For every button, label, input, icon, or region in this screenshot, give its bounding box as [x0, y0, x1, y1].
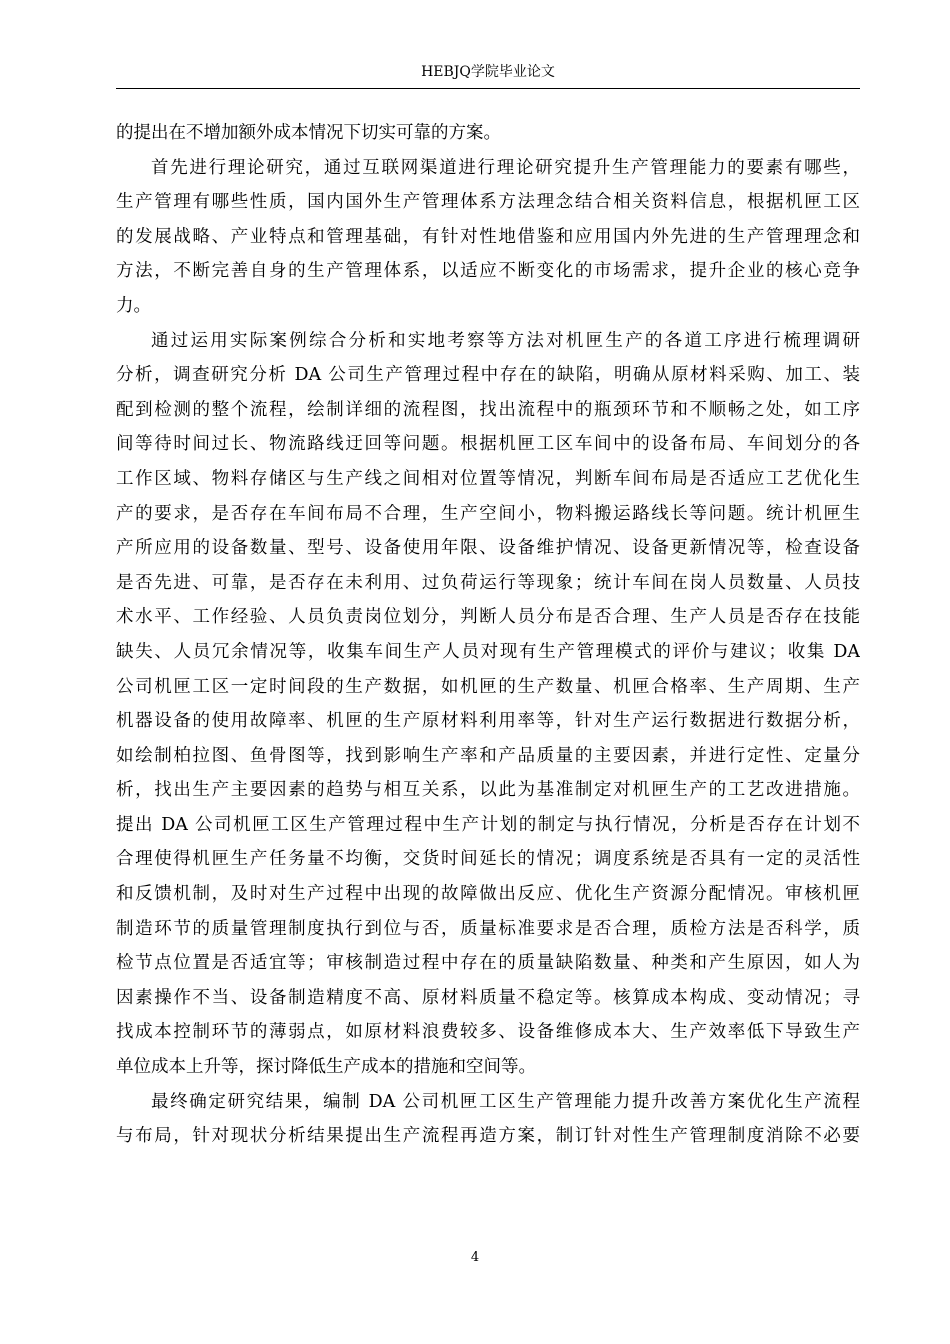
text-line: 公司机匣工区一定时间段的生产数据，如机匣的生产数量、机匣合格率、生产周期、生产: [116, 676, 860, 697]
text-line: 生产管理有哪些性质，国内国外生产管理体系方法理念结合相关资料信息，根据机匣工区: [116, 192, 860, 213]
header-rule: [116, 88, 860, 89]
text-line: 析，找出生产主要因素的趋势与相互关系，以此为基准制定对机匣生产的工艺改进措施。: [116, 780, 860, 801]
text-line: 机器设备的使用故障率、机匣的生产原材料利用率等，针对生产运行数据进行数据分析，: [116, 711, 860, 732]
text-line: 最终确定研究结果，编制 DA 公司机匣工区生产管理能力提升改善方案优化生产流程: [151, 1091, 860, 1112]
text-line: 间等待时间过长、物流路线迂回等问题。根据机匣工区车间中的设备布局、车间划分的各: [116, 434, 860, 455]
text-line: 找成本控制环节的薄弱点，如原材料浪费较多、设备维修成本大、生产效率低下导致生产: [116, 1022, 860, 1043]
text-line: 合理使得机匣生产任务量不均衡，交货时间延长的情况；调度系统是否具有一定的灵活性: [116, 849, 860, 870]
text-line: 产所应用的设备数量、型号、设备使用年限、设备维护情况、设备更新情况等，检查设备: [116, 538, 860, 559]
text-line: 力。: [116, 295, 151, 316]
text-line: 通过运用实际案例综合分析和实地考察等方法对机匣生产的各道工序进行梳理调研: [151, 330, 860, 351]
text-line: 提出 DA 公司机匣工区生产管理过程中生产计划的制定与执行情况，分析是否存在计划不: [116, 814, 860, 835]
text-line: 术水平、工作经验、人员负责岗位划分，判断人员分布是否合理、生产人员是否存在技能: [116, 607, 860, 628]
page-number: 4: [470, 1250, 480, 1265]
text-line: 的发展战略、产业特点和管理基础，有针对性地借鉴和应用国内外先进的生产管理理念和: [116, 226, 860, 247]
running-header: HEBJQ学院毕业论文: [421, 64, 555, 80]
text-line: 工作区域、物料存储区与生产线之间相对位置等情况，判断车间布局是否适应工艺优化生: [116, 468, 860, 489]
text-line: 和反馈机制，及时对生产过程中出现的故障做出反应、优化生产资源分配情况。审核机匣: [116, 884, 860, 905]
text-line: 与布局，针对现状分析结果提出生产流程再造方案，制订针对性生产管理制度消除不必要: [116, 1126, 860, 1147]
text-line: 配到检测的整个流程，绘制详细的流程图，找出流程中的瓶颈环节和不顺畅之处，如工序: [116, 399, 860, 420]
body-text: [116, 116, 860, 1154]
text-line: 的提出在不增加额外成本情况下切实可靠的方案。: [116, 123, 501, 143]
text-line: 首先进行理论研究，通过互联网渠道进行理论研究提升生产管理能力的要素有哪些，: [151, 157, 860, 178]
text-line: 缺失、人员冗余情况等，收集车间生产人员对现有生产管理模式的评价与建议；收集 DA: [116, 641, 860, 662]
text-line: 是否先进、可靠，是否存在未利用、过负荷运行等现象；统计车间在岗人员数量、人员技: [116, 572, 860, 593]
text-line: 单位成本上升等，探讨降低生产成本的措施和空间等。: [116, 1057, 536, 1078]
text-line: 制造环节的质量管理制度执行到位与否，质量标准要求是否合理，质检方法是否科学，质: [116, 918, 860, 939]
text-line: 分析，调查研究分析 DA 公司生产管理过程中存在的缺陷，明确从原材料采购、加工、装: [116, 365, 860, 386]
text-line: 检节点位置是否适宜等；审核制造过程中存在的质量缺陷数量、种类和产生原因，如人为: [116, 953, 860, 974]
text-line: 方法，不断完善自身的生产管理体系，以适应不断变化的市场需求，提升企业的核心竞争: [116, 261, 860, 282]
text-line: 如绘制柏拉图、鱼骨图等，找到影响生产率和产品质量的主要因素，并进行定性、定量分: [116, 745, 860, 766]
text-line: 产的要求，是否存在车间布局不合理，生产空间小，物料搬运路线长等问题。统计机匣生: [116, 503, 860, 524]
text-line: 因素操作不当、设备制造精度不高、原材料质量不稳定等。核算成本构成、变动情况；寻: [116, 987, 860, 1008]
